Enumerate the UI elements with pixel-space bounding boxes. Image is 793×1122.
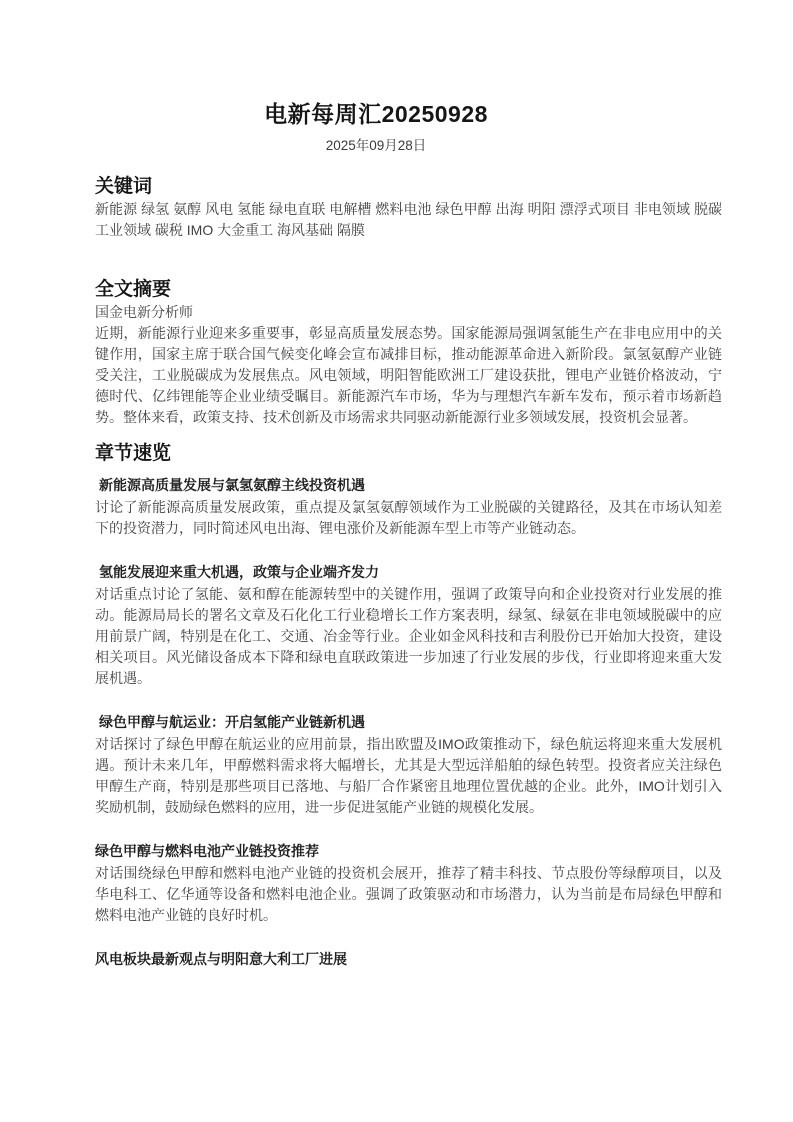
page-title: 电新每周汇20250928 xyxy=(264,101,488,127)
chapter-item xyxy=(95,712,722,818)
chapter-title: 绿色甲醇与航运业：开启氢能产业链新机遇 xyxy=(99,714,365,730)
chapter-item xyxy=(95,949,722,969)
title-block xyxy=(95,100,657,154)
keywords-text: 新能源 绿氢 氨醇 风电 氢能 绿电直联 电解槽 燃料电池 绿色甲醇 出海 明阳 漂浮式项目 非电领域 脱碳 工业领域 碳税 IMO 大金重工 海风基础 隔膜 xyxy=(95,201,722,238)
chapter-text: 对话重点讨论了氢能、氨和醇在能源转型中的关键作用，强调了政策导向和企业投资对行业发展的推动。能源局局长的署名文章及石化化工行业稳增长工作方案表明，绿氢、绿氨在非电领域脱碳中的应用前景广阔，特别是在化工、交通、冶金等行业。企业如金风科技和吉利股份已开始加大投资，建设相关项目。风光储设备成本下降和绿电直联政策进一步加速了行业发展的步伐，行业即将迎来重大发展机遇。 xyxy=(95,586,722,686)
chapter-text: 对话围绕绿色甲醇和燃料电池产业链的投资机会展开，推荐了精丰科技、节点股份等绿醇项目，以及华电科工、亿华通等设备和燃料电池企业。强调了政策驱动和市场潜力，认为当前是布局绿色甲醇和燃料电池产业链的良好时机。 xyxy=(95,865,722,923)
chapters-section-heading: 章节速览 xyxy=(95,443,172,464)
doc-date: 2025年09月28日 xyxy=(325,138,427,153)
chapter-title: 绿色甲醇与燃料电池产业链投资推荐 xyxy=(95,843,319,859)
chapter-title: 风电板块最新观点与明阳意大利工厂进展 xyxy=(95,951,347,967)
summary-section-heading: 全文摘要 xyxy=(95,279,172,300)
chapter-item xyxy=(95,841,722,926)
chapter-text: 讨论了新能源高质量发展政策，重点提及氯氢氨醇领域作为工业脱碳的关键路径，及其在市场认知差下的投资潜力，同时简述风电出海、锂电涨价及新能源车型上市等产业链动态。 xyxy=(95,499,722,536)
keywords-section-heading: 关键词 xyxy=(95,176,153,197)
chapter-text: 对话探讨了绿色甲醇在航运业的应用前景，指出欧盟及IMO政策推动下，绿色航运将迎来重大发展机遇。预计未来几年，甲醇燃料需求将大幅增长，尤其是大型远洋船舶的绿色转型。投资者应关注绿色甲醇生产商，特别是那些项目已落地、与船厂合作紧密且地理位置优越的企业。此外，IMO计划引入奖励机制，鼓励绿色燃料的应用，进一步促进氢能产业链的规模化发展。 xyxy=(95,736,722,815)
chapter-title: 新能源高质量发展与氯氢氨醇主线投资机遇 xyxy=(99,477,365,493)
analyst-name: 国金电新分析师 xyxy=(95,304,193,320)
chapter-item xyxy=(95,475,722,539)
chapter-title: 氢能发展迎来重大机遇，政策与企业端齐发力 xyxy=(99,564,379,580)
chapter-item xyxy=(95,562,722,689)
summary-text: 近期，新能源行业迎来多重要事，彰显高质量发展态势。国家能源局强调氢能生产在非电应用中的关键作用，国家主席于联合国气候变化峰会宣布减排目标，推动能源革命进入新阶段。氯氢氨醇产业链受关注，工业脱碳成为发展焦点。风电领域，明阳智能欧洲工厂建设获批，锂电产业链价格波动，宁德时代、亿纬锂能等企业业绩受瞩目。新能源汽车市场，华为与理想汽车新车发布，预示着市场新趋势。整体来看，政策支持、技术创新及市场需求共同驱动新能源行业多领域发展，投资机会显著。 xyxy=(95,325,722,425)
